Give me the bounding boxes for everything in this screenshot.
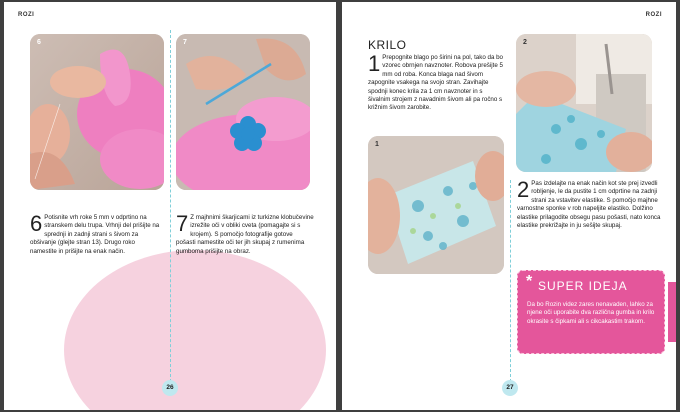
- pink-blob-decoration: [64, 250, 326, 410]
- photo-number: 7: [183, 39, 187, 46]
- photo-6-illustration: [30, 34, 164, 190]
- step-2: [517, 177, 663, 230]
- asterisk-icon: *: [526, 273, 533, 290]
- photo-2-illustration: [516, 34, 652, 172]
- dashed-guide-line: [170, 30, 171, 382]
- page-number: 27: [502, 380, 518, 396]
- step-7: [176, 211, 314, 256]
- photo-number: 2: [523, 39, 527, 46]
- photo-step-1: [368, 136, 504, 274]
- photo-1-illustration: [368, 136, 504, 274]
- photo-step-2: [516, 34, 652, 172]
- running-head: ROZI: [18, 12, 35, 18]
- step-number: 6: [30, 211, 43, 236]
- step-1: [368, 51, 506, 113]
- dashed-guide-line: [510, 180, 511, 382]
- photo-step-7: [176, 34, 310, 190]
- tip-tab-decoration: [668, 282, 676, 342]
- right-page: [342, 2, 676, 410]
- step-text: Prepognite blago po širini na pol, tako da bo vzorec obrnjen navznoter. Robova prešijte 5 mm od roba. Konca blaga nad šivom zapognite vsakega na svojo stran. Zavihajte spodnji konec krila za 1 cm navznoter in s šivalnim strojem z navadnim šivom ali pa ročno s križnim šivom zarobite.: [368, 54, 503, 112]
- section-title: KRILO: [368, 38, 407, 52]
- page-number: 26: [162, 380, 178, 396]
- step-text: Z majhnimi škarjicami iz turkizne klobučevine izrežite oči v obliki cveta (pomagajte si s krojem). S pomočjo fotografije gotove pošasti namestite oči ter jih skupaj z rumenima gumboma prišijte na obraz.: [176, 214, 314, 255]
- photo-number: 6: [37, 39, 41, 46]
- step-number: 1: [368, 51, 381, 76]
- tip-title: SUPER IDEJA: [538, 279, 628, 293]
- step-text: Potisnite vrh roke 5 mm v odprtino na stranskem delu trupa. Vrhnji del prišijte na sprednji in zadnji strani s šivom za obšivanje (glejte stran 13). Drugo roko namestite in prišijte na enak način.: [30, 214, 160, 255]
- step-number: 7: [176, 211, 189, 236]
- tip-text: Da bo Rozin videz zares nenavaden, lahko za njene oči uporabite dva različna gumba in krilo okrasite s čipkami ali s cikcakastim trakom.: [527, 301, 655, 325]
- photo-step-6: [30, 34, 164, 190]
- super-idea-box: [517, 270, 665, 354]
- step-text: Pas izdelajte na enak način kot ste prej izvedli robljenje, le da pustite 1 cm odprtine na zadnji strani za vstavitev elastike. S pomočjo majhne varnostne sponke v rob napeljite elastiko. Dolžino elastike prilagodite obsegu pasu pošasti, nato konca elastike prekrižajte in ju sešijte skupaj.: [517, 180, 661, 230]
- running-head: ROZI: [645, 12, 662, 18]
- photo-number: 1: [375, 141, 379, 148]
- left-page: [4, 2, 336, 410]
- step-6: [30, 211, 162, 256]
- photo-7-illustration: [176, 34, 310, 190]
- step-number: 2: [517, 177, 530, 202]
